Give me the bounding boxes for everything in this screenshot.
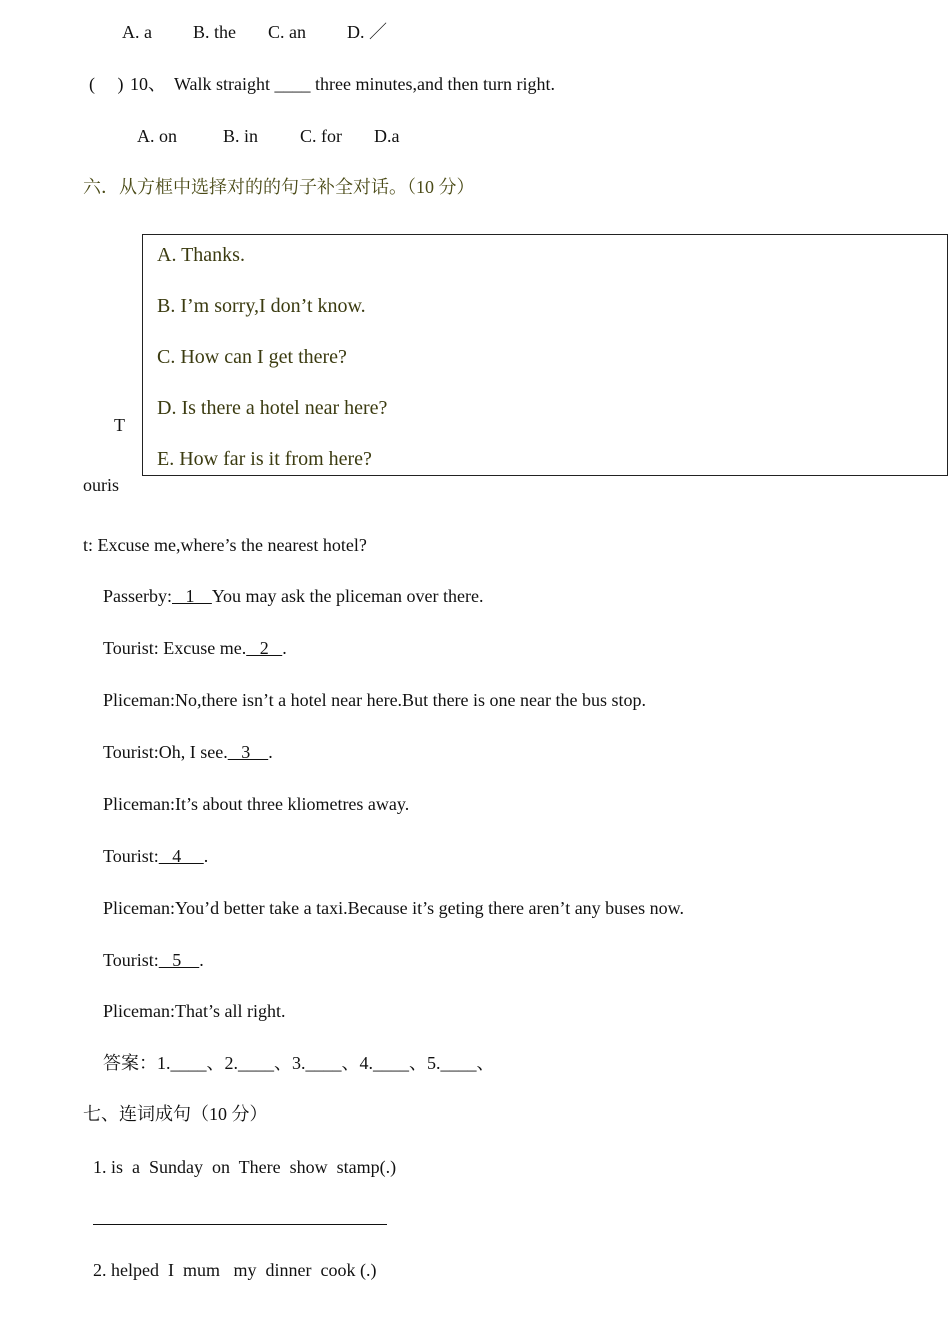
dialogue-text: Tourist:Oh, I see. (103, 742, 228, 762)
section-6-heading: 六．从方框中选择对的的句子补全对话。（10 分） (83, 177, 475, 197)
section-7-item-2: 2. helped I mum my dinner cook (.) (93, 1260, 377, 1280)
dialogue-line-1 (103, 585, 483, 607)
dialogue-text: Passerby: (103, 586, 172, 606)
dialogue-text: Tourist: (103, 846, 159, 866)
dialogue-text: Pliceman:It’s about three kliometres away. (103, 794, 410, 814)
dialogue-line-9 (103, 1000, 285, 1022)
box-option-d: D. Is there a hotel near here? (157, 397, 388, 419)
blank-4: 4 (158, 846, 204, 866)
dialogue-line-2 (103, 637, 287, 659)
dialogue-text: You may ask the pliceman over there. (211, 586, 484, 606)
tourist-fragment-t: T (114, 415, 125, 435)
q9-option-b: B. the (193, 22, 236, 42)
blank-5: 5 (158, 950, 200, 970)
dialogue-text: . (203, 846, 209, 866)
dialogue-line-6 (103, 845, 208, 867)
blank-1: 1 (172, 586, 212, 606)
q10-option-d: D.a (374, 126, 400, 146)
blank-3: 3 (227, 742, 269, 762)
q10-option-c: C. for (300, 126, 342, 146)
dialogue-line-5 (103, 793, 409, 815)
dialogue-text: Tourist: Excuse me. (103, 638, 247, 658)
dialogue-text: . (199, 950, 204, 970)
dialogue-line-8 (103, 949, 204, 971)
box-option-a: A. Thanks. (157, 244, 245, 266)
dialogue-line-7 (103, 897, 684, 919)
dialogue-line-4 (103, 741, 273, 763)
q9-option-a: A. a (122, 22, 152, 42)
dialogue-text: Tourist: (103, 950, 159, 970)
answer-line: 答案：1.____、2.____、3.____、4.____、5.____、 (103, 1053, 495, 1073)
q10-answer-paren: ( ) (89, 74, 124, 94)
dialogue-text: Pliceman:That’s all right. (103, 1001, 286, 1021)
dialogue-line-opening: t: Excuse me,where’s the nearest hotel? (83, 535, 367, 555)
box-option-b: B. I’m sorry,I don’t know. (157, 295, 366, 317)
dialogue-text: . (268, 742, 273, 762)
q10-option-b: B. in (223, 126, 259, 146)
section-7-heading: 七、连词成句（10 分） (83, 1104, 268, 1124)
dialogue-text: . (282, 638, 287, 658)
q10-question-text: Walk straight ____ three minutes,and then turn right. (174, 74, 555, 94)
q10-option-a: A. on (137, 126, 177, 146)
q10-number: 10、 (130, 74, 166, 94)
dialogue-text: Pliceman:No,there isn’t a hotel near here.But there is one near the bus stop. (103, 690, 647, 710)
tourist-fragment-ouris: ouris (83, 475, 119, 495)
sentence-options-box (142, 234, 948, 476)
box-option-e: E. How far is it from here? (157, 448, 372, 470)
dialogue-text: Pliceman:You’d better take a taxi.Because it’s geting there aren’t any buses now. (103, 898, 685, 918)
answer-writing-line (93, 1224, 387, 1225)
section-7-item-1: 1. is a Sunday on There show stamp(.) (93, 1157, 397, 1177)
blank-2: 2 (246, 638, 283, 658)
q9-option-c: C. an (268, 22, 306, 42)
q9-option-d: D. ／ (347, 22, 387, 42)
dialogue-line-3 (103, 689, 646, 711)
box-option-c: C. How can I get there? (157, 346, 347, 368)
